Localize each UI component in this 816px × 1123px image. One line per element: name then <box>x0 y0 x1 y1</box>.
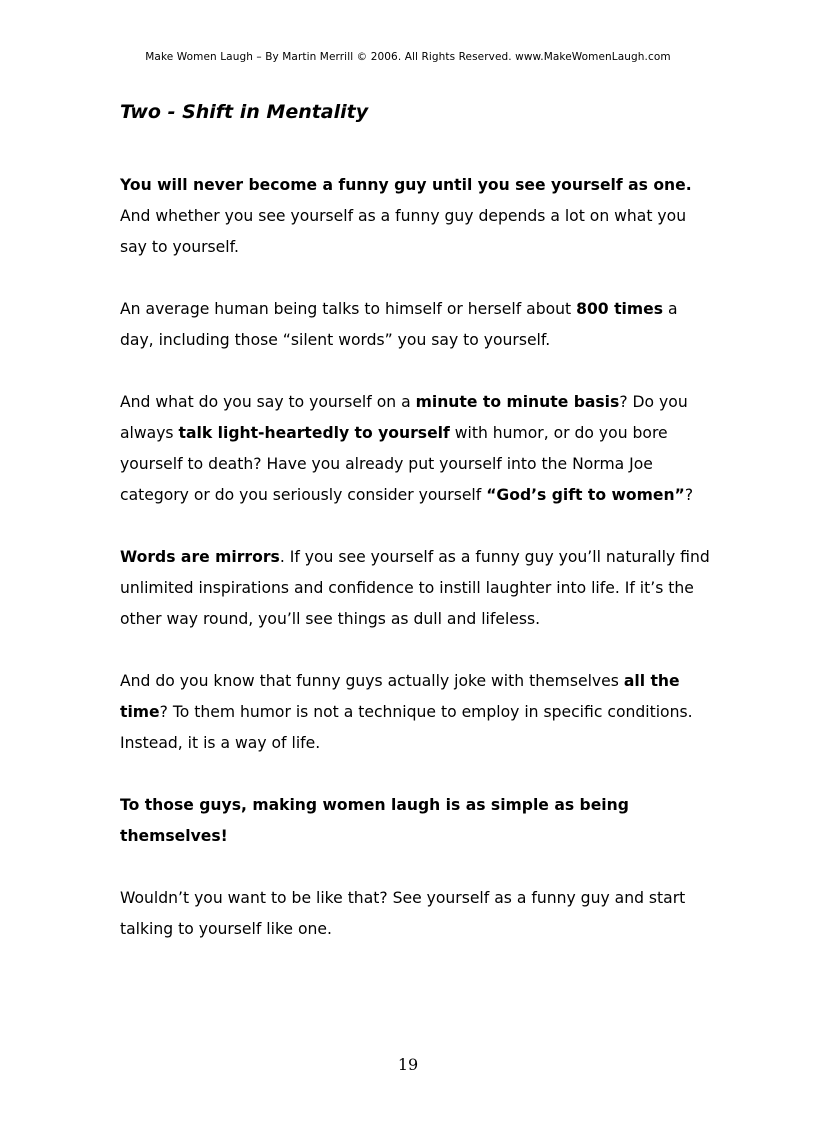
text-segment: And do you know that funny guys actually joke with themselves <box>120 672 624 690</box>
paragraph <box>120 294 710 356</box>
text-segment: And what do you say to yourself on a <box>120 393 416 411</box>
bold-text: all the time <box>120 672 680 721</box>
text-segment: a day, including those “silent words” you say to yourself. <box>120 300 678 349</box>
bold-text: 800 times <box>576 300 663 318</box>
bold-text: To those guys, making women laugh is as simple as being themselves! <box>120 796 629 845</box>
paragraph <box>120 542 710 635</box>
bold-text: minute to minute basis <box>415 393 620 411</box>
section-heading: Two - Shift in Mentality <box>120 101 369 123</box>
paragraph <box>120 666 710 759</box>
bold-text: talk light-heartedly to yourself <box>178 424 450 442</box>
bold-text: Words are mirrors <box>120 548 280 566</box>
paragraph <box>120 170 710 263</box>
paragraph <box>120 790 710 852</box>
text-segment: . If you see yourself as a funny guy you’ll naturally find unlimited inspirations and confidence to instill laughter into life. If it’s the other way round, you’ll see things as dull and lifeless. <box>120 548 710 628</box>
text-segment: ? <box>684 486 694 504</box>
text-segment: with humor, or do you bore yourself to death? Have you already put yourself into the Norma Joe category or do you seriously consider yourself <box>120 424 668 504</box>
body-text <box>120 170 710 976</box>
text-segment: And whether you see yourself as a funny guy depends a lot on what you say to yourself. <box>120 207 687 256</box>
paragraph <box>120 883 710 945</box>
page-header: Make Women Laugh – By Martin Merrill © 2006. All Rights Reserved. www.MakeWomenLaugh.com <box>145 51 671 63</box>
bold-text: “God’s gift to women” <box>486 486 685 504</box>
bold-text: You will never become a funny guy until you see yourself as one. <box>120 176 692 194</box>
text-segment: ? Do you always <box>120 393 688 442</box>
page-number: 19 <box>397 1055 419 1074</box>
text-segment: ? To them humor is not a technique to employ in specific conditions. Instead, it is a way of life. <box>120 703 693 752</box>
text-segment: Wouldn’t you want to be like that? See yourself as a funny guy and start talking to yourself like one. <box>120 889 686 938</box>
text-segment: An average human being talks to himself or herself about <box>120 300 577 318</box>
paragraph <box>120 387 710 511</box>
